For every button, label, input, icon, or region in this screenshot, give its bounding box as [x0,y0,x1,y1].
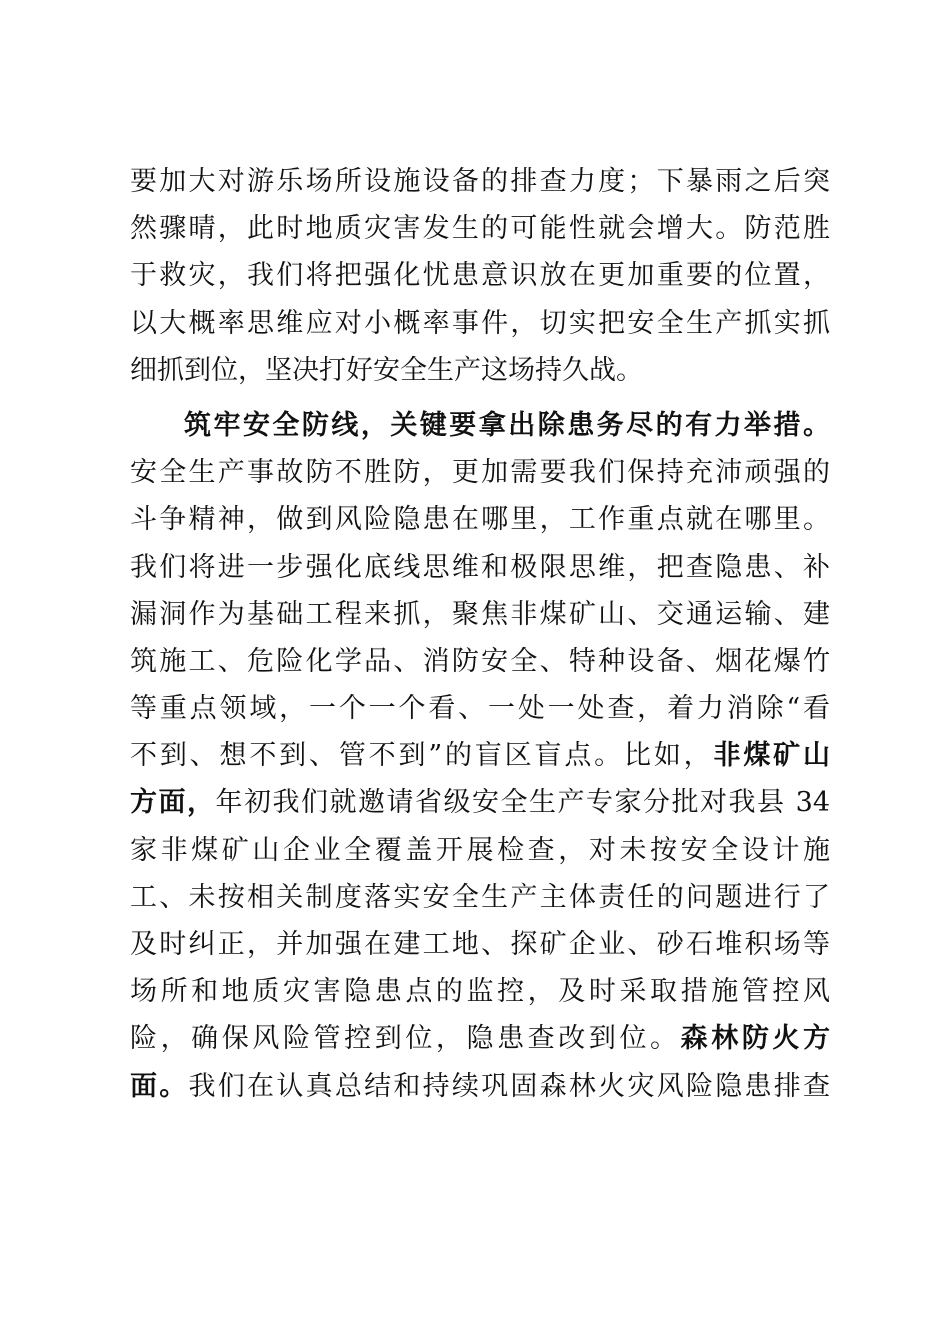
inline-text: 年初我们就邀请省级安全生产专家分批对我县 34 [215,787,830,819]
paragraph-heading [130,402,830,449]
text-line: 然骤晴，此时地质灾害发生的可能性就会增大。防范胜 [130,213,830,245]
text-line: 以大概率思维应对小概率事件，切实把安全生产抓实抓 [130,307,830,339]
paragraph-gap [130,394,830,402]
text-line: 筑施工、危险化学品、消防安全、特种设备、烟花爆竹 [130,645,830,677]
text-line: 场所和地质灾害隐患点的监控，及时采取措施管控风 [130,976,830,1008]
text-line [130,1063,830,1110]
text-line: 斗争精神，做到风险隐患在哪里，工作重点就在哪里。 [130,504,830,536]
text-line: 及时纠正，并加强在建工地、探矿企业、砂石堆积场等 [130,929,830,960]
text-line [130,732,830,779]
text-line [130,779,830,826]
heading-bold-text: 筑牢安全防线，关键要拿出除患务尽的有力举措。 [184,409,830,441]
text-line: 于救灾，我们将把强化忧患意识放在更加重要的位置， [130,260,830,292]
body-text [130,158,830,1110]
text-line: 我们将进一步强化底线思维和极限思维，把查隐患、补 [130,551,830,583]
inline-bold-text: 方面， [130,787,216,819]
text-line: 细抓到位，坚决打好安全生产这场持久战。 [130,354,643,386]
paragraph-2 [130,402,830,1110]
inline-bold-text: 非煤矿山 [713,740,831,772]
text-line: 工、未按相关制度落实安全生产主体责任的问题进行了 [130,881,830,913]
inline-bold-text: 森林防火方 [680,1023,831,1055]
paragraph-1 [130,158,830,394]
text-line [130,1015,830,1062]
inline-text: 险，确保风险管控到位，隐患查改到位。 [130,1023,681,1055]
inline-bold-text: 面。 [130,1070,189,1102]
text-line: 漏洞作为基础工程来抓，聚焦非煤矿山、交通运输、建 [130,598,830,630]
inline-text: 我们在认真总结和持续巩固森林火灾风险隐患排查 [188,1070,831,1102]
text-line: 家非煤矿山企业全覆盖开展检查，对未按安全设计施 [130,834,830,866]
text-line: 要加大对游乐场所设施设备的排查力度；下暴雨之后突 [130,166,830,197]
inline-text: 不到、想不到、管不到”的盲区盲点。比如， [130,740,714,772]
text-line: 安全生产事故防不胜防，更加需要我们保持充沛顽强的 [130,457,830,489]
text-line: 等重点领域，一个一个看、一处一处查，着力消除“看 [130,693,830,725]
